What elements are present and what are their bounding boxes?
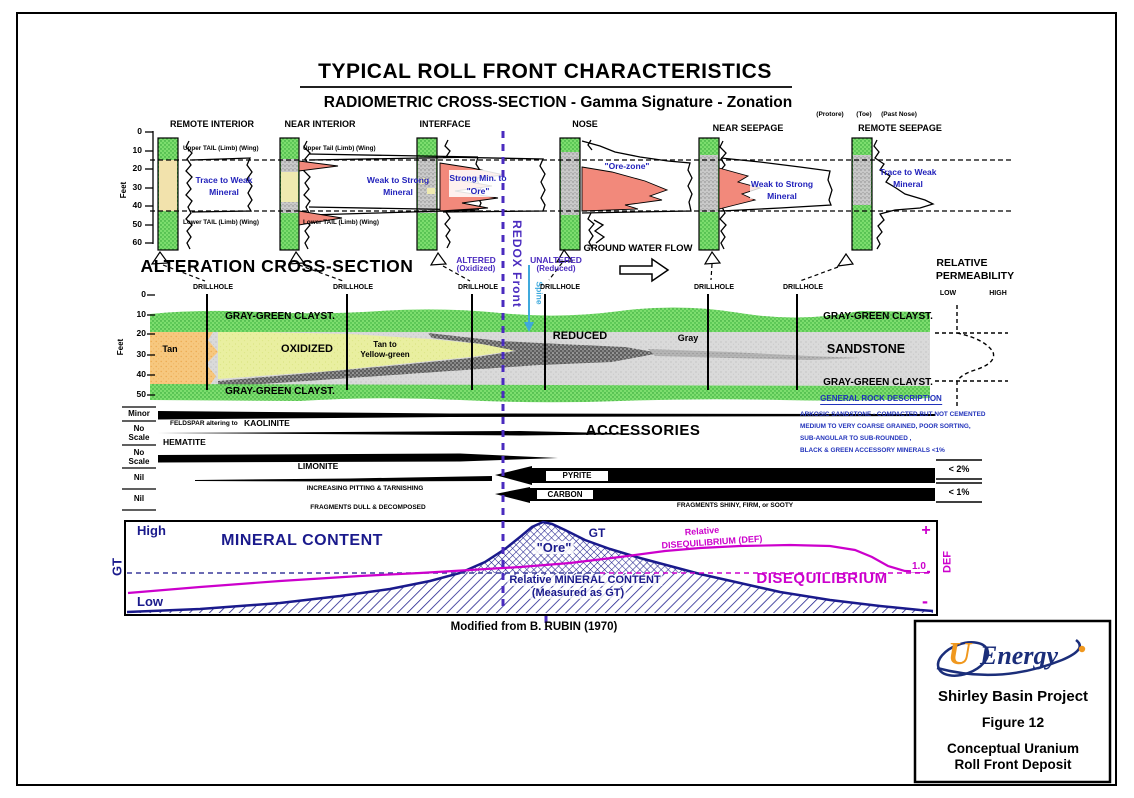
alt-tick-0: 0 xyxy=(141,289,146,299)
carbon-pct-label: < 1% xyxy=(948,487,970,497)
relative-mc-label-2: (Measured as GT) xyxy=(531,587,625,599)
mineral-near-seepage-1: Weak to Strong xyxy=(750,179,814,189)
mineral-content-title: MINERAL CONTENT xyxy=(221,532,383,549)
rad-tick-60: 60 xyxy=(132,237,142,247)
annotation-protore: (Protore) xyxy=(816,111,844,118)
pitting-label: INCREASING PITTING & TARNISHING xyxy=(306,485,424,492)
rad-tick-10: 10 xyxy=(132,145,142,155)
annotation-toe: (Toe) xyxy=(856,111,872,118)
mineral-near-interior-1: Weak to Strong xyxy=(366,175,430,185)
mineral-remote-seepage-2: Mineral xyxy=(893,179,923,189)
tan-label: Tan xyxy=(162,344,178,354)
legend-caption-2: Roll Front Deposit xyxy=(954,757,1072,772)
mineral-near-interior-2: Mineral xyxy=(383,187,413,197)
zone-header-remote-interior: REMOTE INTERIOR xyxy=(169,119,255,129)
alt-tick-20: 20 xyxy=(136,328,146,338)
oxidized-label: OXIDIZED xyxy=(281,343,333,355)
column-interface xyxy=(417,138,437,250)
brand-name: Energy xyxy=(980,641,1058,670)
scale-label-nil-2: Nil xyxy=(133,494,145,503)
column-remote-seepage xyxy=(852,138,872,250)
permeability-high-label: HIGH xyxy=(989,290,1007,297)
ore-label: "Ore" xyxy=(536,540,572,555)
rock-description-line-1: ARKOSIC SANDSTONE - COMPACTED BUT NOT CEMENTED xyxy=(800,411,986,418)
zone-header-remote-seepage: REMOTE SEEPAGE xyxy=(858,123,942,133)
def-minus-label: - xyxy=(922,591,928,611)
rad-tick-0: 0 xyxy=(137,126,142,136)
drillhole-label-5: DRILLHOLE xyxy=(693,284,735,291)
column-nose xyxy=(560,138,580,250)
drillhole-label-3: DRILLHOLE xyxy=(457,284,499,291)
relative-def-label-2: DISEQUILIBRIUM (DEF) xyxy=(661,533,763,551)
zone-header-near-interior: NEAR INTERIOR xyxy=(284,119,356,129)
relative-def-label-1: Relative xyxy=(684,524,720,538)
legend-project: Shirley Basin Project xyxy=(937,688,1089,705)
drillhole-label-1: DRILLHOLE xyxy=(192,284,234,291)
clay-bottom-right-label: GRAY-GREEN CLAYST. xyxy=(823,377,933,388)
zone-header-interface: INTERFACE xyxy=(419,119,471,129)
permeability-low-label: LOW xyxy=(939,290,957,297)
rad-tick-50: 50 xyxy=(132,219,142,229)
alt-tick-10: 10 xyxy=(136,309,146,319)
drillhole-label-4: DRILLHOLE xyxy=(539,284,581,291)
pyrite-label: PYRITE xyxy=(562,471,592,480)
altered-label: ALTERED xyxy=(456,255,496,265)
clay-top-left-label: GRAY-GREEN CLAYST. xyxy=(225,311,335,322)
column-near-interior xyxy=(280,138,299,250)
tan-to-label-1: Tan to xyxy=(373,340,397,349)
scale-label-noscale-1: No Scale xyxy=(128,424,150,443)
def-reference-label: 1.0 xyxy=(912,561,926,572)
rock-description-line-3: SUB-ANGULAR TO SUB-ROUNDED , xyxy=(800,435,912,442)
zone-header-near-seepage: NEAR SEEPAGE xyxy=(712,123,784,133)
scale-label-minor: Minor xyxy=(128,409,150,418)
gray-label: Gray xyxy=(677,333,699,343)
pyrite-pct-label: < 2% xyxy=(948,464,970,474)
mineral-remote-seepage-1: Trace to Weak xyxy=(879,167,937,177)
fragments-shiny-label: FRAGMENTS SHINY, FIRM, or SOOTY xyxy=(676,502,794,509)
mineral-nose: "Ore-zone" xyxy=(604,161,650,171)
rad-tick-30: 30 xyxy=(132,182,142,192)
accessories-title: ACCESSORIES xyxy=(585,422,701,439)
brand-initial: U xyxy=(948,635,972,671)
gt-high-label: High xyxy=(137,523,166,538)
gt-low-label: Low xyxy=(137,594,163,609)
annotation-past-nose: (Past Nose) xyxy=(881,111,917,118)
legend-caption-1: Conceptual Uranium xyxy=(946,741,1080,756)
column-remote-interior xyxy=(158,138,178,250)
scale-label-nil-1: Nil xyxy=(133,473,145,482)
figure-credit: Modified from B. RUBIN (1970) xyxy=(450,621,618,633)
rock-description-title: GENERAL ROCK DESCRIPTION xyxy=(820,394,942,403)
rad-tick-20: 20 xyxy=(132,163,142,173)
alt-tick-30: 30 xyxy=(136,349,146,359)
mineral-near-seepage-2: Mineral xyxy=(767,191,797,201)
relative-mc-label-1: Relative MINERAL CONTENT xyxy=(509,574,661,586)
page-subtitle: RADIOMETRIC CROSS-SECTION - Gamma Signature - Zonation xyxy=(323,94,793,111)
mineral-interface-2: "Ore" xyxy=(466,186,490,196)
alt-tick-50: 50 xyxy=(136,389,146,399)
unaltered-sub-label: (Reduced) xyxy=(536,264,576,273)
disequilibrium-label: DISEQUILIBRIUM xyxy=(756,570,888,587)
alt-tick-40: 40 xyxy=(136,369,146,379)
spine-label: Spine xyxy=(534,281,545,305)
rad-tick-40: 40 xyxy=(132,200,142,210)
tail-upper-remote-interior: Upper TAIL (Limb) (Wing) xyxy=(183,145,259,152)
alt-feet-axis-label: Feet xyxy=(116,338,125,356)
redox-front-label: REDOX Front xyxy=(510,220,524,308)
ground-water-flow-label: GROUND WATER FLOW xyxy=(583,243,693,254)
reduced-label: REDUCED xyxy=(552,330,608,342)
tail-lower-remote-interior: Lower TAIL (Limb) (Wing) xyxy=(183,219,259,226)
column-near-seepage xyxy=(699,138,719,250)
def-plus-label: + xyxy=(921,522,931,539)
feldspar-label: FELDSPAR altering to xyxy=(170,420,238,427)
mineral-interface-1: Strong Min. to xyxy=(449,173,507,183)
page-title: TYPICAL ROLL FRONT CHARACTERISTICS xyxy=(318,60,772,83)
clay-bottom-left-label: GRAY-GREEN CLAYST. xyxy=(225,386,335,397)
alteration-title: ALTERATION CROSS-SECTION xyxy=(140,256,414,276)
rock-description-line-4: BLACK & GREEN ACCESSORY MINERALS <1% xyxy=(800,447,945,454)
mineral-remote-interior-1: Trace to Weak xyxy=(195,175,253,185)
permeability-title-2: PERMEABILITY xyxy=(935,270,1015,282)
kaolinite-label: KAOLINITE xyxy=(244,418,290,428)
permeability-title-1: RELATIVE xyxy=(936,257,988,269)
fragments-dull-label: FRAGMENTS DULL & DECOMPOSED xyxy=(310,504,426,511)
mineral-remote-interior-2: Mineral xyxy=(209,187,239,197)
legend-figure-number: Figure 12 xyxy=(981,714,1045,730)
carbon-label: CARBON xyxy=(547,490,583,499)
tan-to-label-2: Yellow-green xyxy=(360,350,410,359)
unaltered-label: UNALTERED xyxy=(530,255,582,265)
drillhole-label-2: DRILLHOLE xyxy=(332,284,374,291)
rock-description-line-2: MEDIUM TO VERY COARSE GRAINED, POOR SORTING, xyxy=(800,423,971,430)
limonite-label: LIMONITE xyxy=(297,461,339,471)
hematite-label: HEMATITE xyxy=(163,437,206,447)
sandstone-label: SANDSTONE xyxy=(826,342,906,356)
gt-curve-label: GT xyxy=(588,526,606,540)
gt-axis-label: GT xyxy=(109,557,125,577)
tail-upper-near-interior: Upper Tail (Limb) (Wing) xyxy=(303,145,376,152)
altered-sub-label: (Oxidized) xyxy=(456,264,496,273)
clay-top-right-label: GRAY-GREEN CLAYST. xyxy=(823,311,933,322)
scale-label-noscale-2: No Scale xyxy=(128,448,150,467)
def-axis-label: DEF xyxy=(941,551,954,573)
zone-header-nose: NOSE xyxy=(572,119,598,129)
tail-lower-near-interior: Lower TAIL (Limb) (Wing) xyxy=(303,219,379,226)
drillhole-label-6: DRILLHOLE xyxy=(782,284,824,291)
rad-feet-axis-label: Feet xyxy=(119,181,128,199)
